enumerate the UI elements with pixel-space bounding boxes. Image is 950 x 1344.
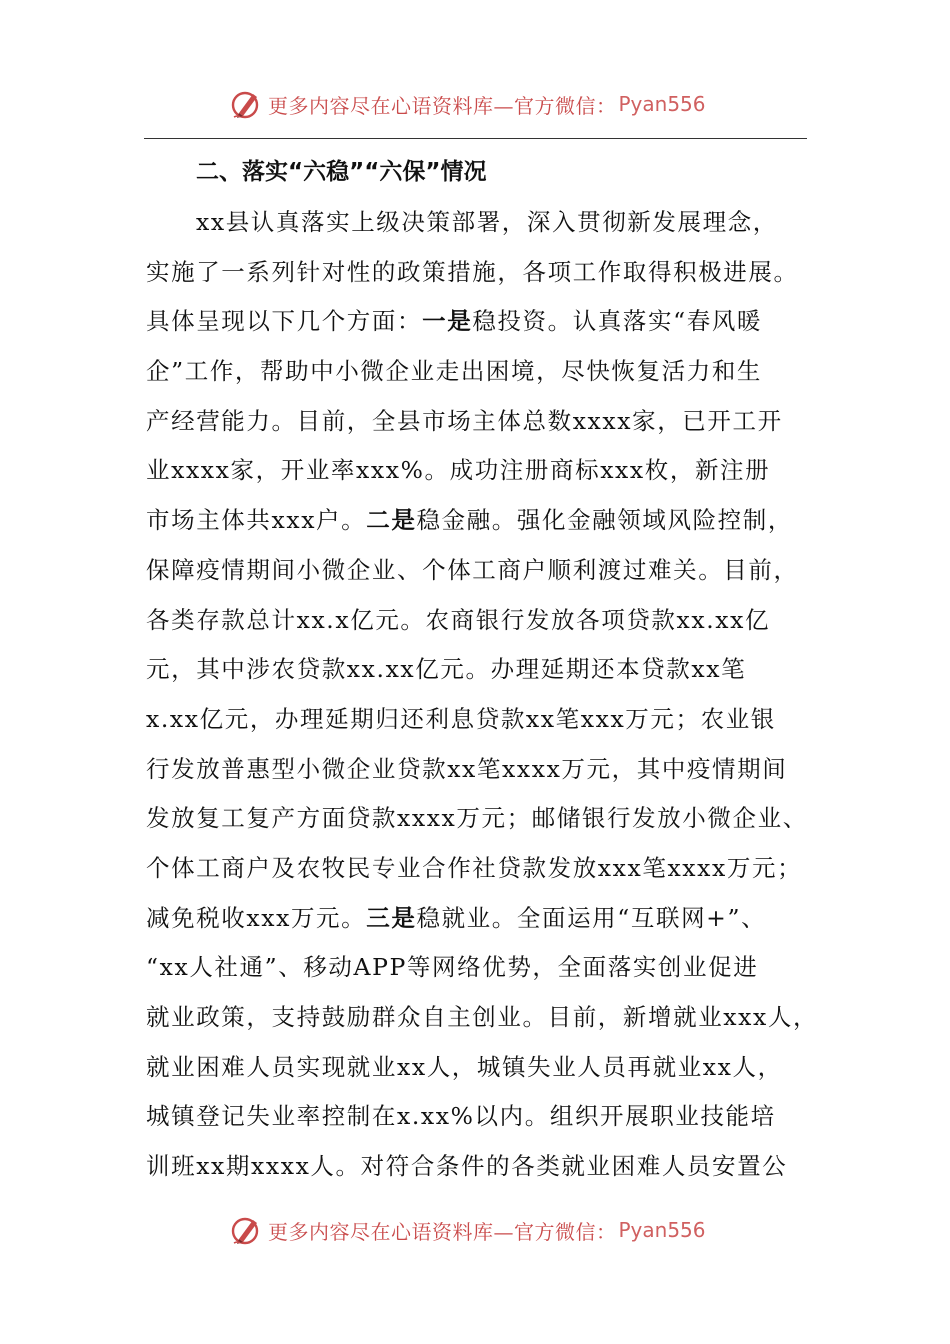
text-line (146, 297, 816, 347)
text-segment: 具体呈现以下几个方面： (146, 307, 423, 336)
text-line (146, 894, 816, 944)
text-line: 训班xx期xxxx人。对符合条件的各类就业困难人员安置公 (146, 1152, 788, 1181)
text-segment: 稳就业。全面运用“互联网+”、 (416, 903, 767, 932)
header-watermark (228, 84, 706, 124)
text-line: 就业政策，支持鼓励群众自主创业。目前，新增就业xxx人， (146, 1003, 819, 1031)
text-line: 行发放普惠型小微企业贷款xx笔xxxx万元，其中疫情期间 (146, 754, 788, 783)
section-heading: 二、落实“六稳”“六保”情况 (196, 159, 487, 185)
text-segment: 市场主体共xxx户。 (146, 506, 367, 535)
watermark-wechat-id: Pyan556 (618, 92, 706, 116)
footer-watermark (228, 1210, 706, 1250)
text-line: 各类存款总计xx.x亿元。农商银行发放各项贷款xx.xx亿 (146, 605, 771, 634)
text-line (146, 496, 816, 546)
highlight-label: 一是 (422, 307, 473, 336)
watermark-text: 更多内容尽在心语资料库—官方微信： (268, 93, 617, 118)
text-line: 发放复工复产方面贷款xxxx万元；邮储银行发放小微企业、 (146, 804, 808, 833)
watermark-text: 更多内容尽在心语资料库—官方微信： (268, 1219, 617, 1244)
text-line: xx县认真落实上级决策部署，深入贯彻新发展理念， (196, 208, 778, 236)
highlight-label: 三是 (366, 903, 417, 932)
text-line: “xx人社通”、移动APP等网络优势，全面落实创业促进 (146, 953, 759, 982)
watermark-wechat-id: Pyan556 (618, 1218, 706, 1242)
header-divider (144, 138, 807, 139)
text-line: 产经营能力。目前，全县市场主体总数xxxx家，已开工开 (146, 406, 783, 435)
text-line: 城镇登记失业率控制在x.xx%以内。组织开展职业技能培 (146, 1102, 776, 1131)
text-segment: 稳金融。强化金融领域风险控制， (416, 506, 793, 535)
text-segment: 稳投资。认真落实“春风暖 (472, 307, 763, 336)
text-segment: 减免税收xxx万元。 (146, 903, 367, 932)
text-line: 个体工商户及农牧民专业合作社贷款发放xxx笔xxxx万元； (146, 853, 803, 882)
highlight-label: 二是 (366, 506, 417, 535)
text-line: 保障疫情期间小微企业、个体工商户顺利渡过难关。目前， (146, 555, 799, 584)
text-line: 就业困难人员实现就业xx人，城镇失业人员再就业xx人， (146, 1052, 783, 1081)
text-line: x.xx亿元，办理延期归还利息贷款xx笔xxx万元；农业银 (146, 704, 776, 733)
text-line: 业xxxx家，开业率xxx%。成功注册商标xxx枚，新注册 (146, 456, 771, 485)
body-paragraph (146, 198, 819, 1192)
pen-circle-logo-icon (228, 86, 264, 122)
text-line: 实施了一系列针对性的政策措施，各项工作取得积极进展。 (146, 257, 799, 286)
pen-circle-logo-icon (228, 1212, 264, 1248)
text-line: 企”工作，帮助中小微企业走出困境，尽快恢复活力和生 (146, 357, 763, 386)
text-line: 元，其中涉农贷款xx.xx亿元。办理延期还本贷款xx笔 (146, 655, 747, 684)
